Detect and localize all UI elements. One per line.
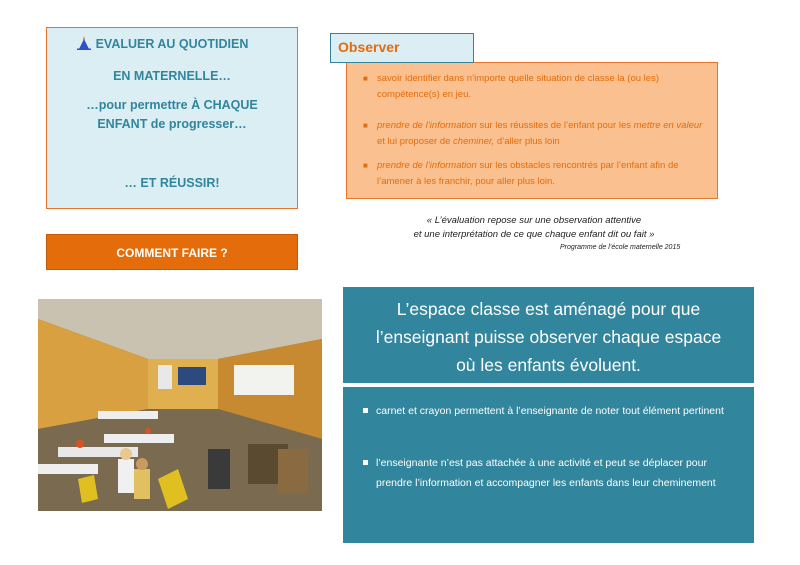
espace-item-2: l’enseignante n’est pas attachée à une activité et peut se déplacer pour prendre l’information et accompagner les enfants dans leur cheminement <box>363 453 733 493</box>
bullet-icon: ■ <box>363 74 368 83</box>
quote <box>344 214 724 242</box>
comment-faire-button[interactable]: COMMENT FAIRE ? <box>46 234 298 270</box>
observer-item-3: ■ prendre de l’information sur les obstacles rencontrés par l’enfant afin de l’amener à les franchir, pour aller plus loin. <box>363 160 679 187</box>
quote-line-2: et une interprétation de ce que chaque enfant dit ou fait » <box>413 229 655 240</box>
title-line-4: ENFANT de progresser… <box>97 117 247 131</box>
espace-heading <box>343 287 754 383</box>
espace-line-3: où les enfants évoluent. <box>456 355 641 375</box>
espace-list <box>343 387 754 543</box>
title-line-3: …pour permettre À CHAQUE <box>86 98 258 112</box>
title-line-2: EN MATERNELLE… <box>113 69 231 83</box>
observer-panel <box>346 62 718 199</box>
espace-line-1: L’espace classe est aménagé pour que <box>396 299 701 319</box>
observer-title: Observer <box>330 33 474 63</box>
bullet-icon: ■ <box>363 121 368 130</box>
title-line-1: EVALUER AU QUOTIDIEN <box>95 37 249 51</box>
quote-source: Programme de l’école maternelle 2015 <box>560 244 681 251</box>
quote-line-1: « L’évaluation repose sur une observation attentive <box>426 215 642 226</box>
classroom-photo <box>38 299 322 511</box>
bullet-icon <box>363 408 368 413</box>
bullet-icon <box>363 460 368 465</box>
observer-item-2: ■ prendre de l’information sur les réussites de l’enfant pour les mettre en valeur et lui proposer de cheminer, d’aller plus loin <box>363 120 703 147</box>
title-box <box>46 27 298 209</box>
espace-line-2: l’enseignant puisse observer chaque espace <box>375 327 722 347</box>
observer-item-1: ■ savoir identifier dans n’importe quelle situation de classe la (ou les) compétence(s) en jeu. <box>363 73 659 100</box>
bullet-icon: ■ <box>363 161 368 170</box>
title-line-5: … ET RÉUSSIR! <box>124 176 220 190</box>
espace-item-1: carnet et crayon permettent à l’enseignante de noter tout élément pertinent <box>363 401 733 421</box>
